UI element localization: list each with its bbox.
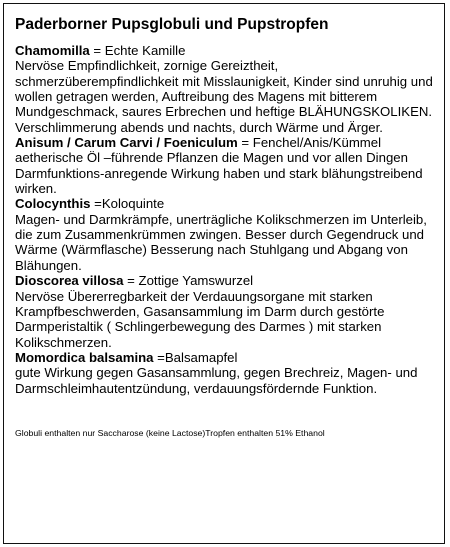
remedy-name: Chamomilla (15, 43, 90, 58)
remedy-entry-dioscorea (15, 273, 439, 350)
remedy-description: aetherische Öl –führende Pflanzen die Magen und vor allen Dingen Darmfunktions-anregende Wirkung haben und stark blähungstreibend wirken. (15, 150, 423, 197)
remedy-entry-chamomilla (15, 43, 439, 135)
label-frame (3, 3, 445, 544)
remedy-common-name: = Echte Kamille (89, 43, 186, 58)
remedy-list (15, 43, 439, 396)
remedy-entry-colocynthis (15, 196, 439, 273)
remedy-heading (15, 135, 439, 150)
remedy-heading (15, 350, 439, 365)
remedy-name: Momordica balsamina (15, 349, 154, 365)
remedy-name: Dioscorea villosa (15, 273, 124, 289)
document-title: Paderborner Pupsglobuli und Pupstropfen (15, 16, 329, 33)
remedy-heading (15, 43, 439, 58)
remedy-common-name: = Zottige Yamswurzel (123, 273, 254, 289)
remedy-description: Magen- und Darmkrämpfe, unerträgliche Kolikschmerzen im Unterleib, die zum Zusammenkrümmen zwingen. Besser durch Gegendruck und Wärme (Wärmflasche) Besserung nach Stuhlgang und Abgang von Blähungen. (15, 211, 427, 273)
remedy-common-name: = Fenchel/Anis/Kümmel (237, 135, 382, 151)
remedy-common-name: =Balsamapfel (153, 349, 238, 365)
remedy-common-name: =Koloquinte (90, 196, 165, 212)
remedy-description: gute Wirkung gegen Gasansammlung, gegen Brechreiz, Magen- und Darmschleimhautentzündung, verdauungsfördernde Funktion. (15, 365, 418, 396)
remedy-entry-anisum (15, 135, 439, 196)
ingredients-footnote: Globuli enthalten nur Saccharose (keine Lactose)Tropfen enthalten 51% Ethanol (15, 428, 325, 438)
remedy-entry-momordica (15, 350, 439, 396)
remedy-name: Colocynthis (15, 196, 91, 212)
remedy-heading (15, 196, 439, 211)
remedy-description: Nervöse Übererregbarkeit der Verdauungsorgane mit starken Krampfbeschwerden, Gasansammlung im Darm durch gestörte Darmperistaltik ( Schlingerbewegung des Darmes ) mit starken Kolikschmerzen. (15, 288, 385, 350)
remedy-description: Nervöse Empfindlichkeit, zornige Gereiztheit, schmerzüberempfindlichkeit mit Misslaunigkeit, Kinder sind unruhig und wollen getragen werden, Auftreibung des Magens mit bitterem Mundgeschmack, saures Erbrechen und heftige BLÄHUNGSKOLIKEN. Verschlimmerung abends und nachts, durch Wärme und Ärger. (15, 58, 433, 135)
remedy-name: Anisum / Carum Carvi / Foeniculum (15, 135, 238, 151)
remedy-heading (15, 273, 439, 288)
